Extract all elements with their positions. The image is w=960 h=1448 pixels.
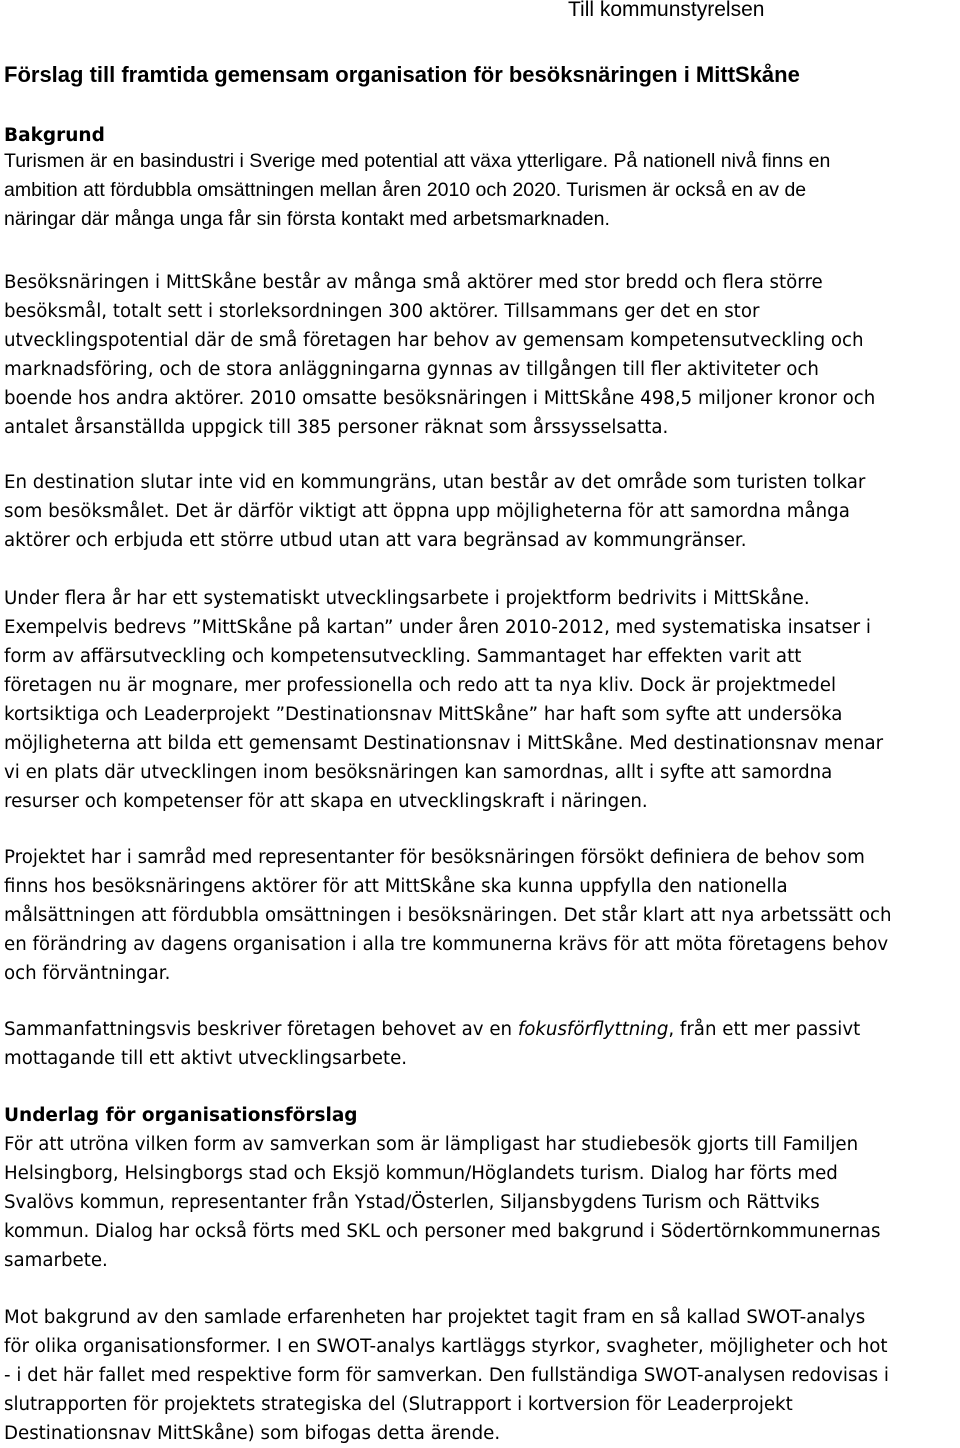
paragraph-line: finns hos besöksnäringens aktörer för att MittSkåne ska kunna uppfylla den nationella: [4, 876, 788, 897]
document-title: Förslag till framtida gemensam organisation för besöksnäringen i MittSkåne: [4, 62, 800, 87]
paragraph-line: möjligheterna att bilda ett gemensamt Destinationsnav i MittSkåne. Med destinationsnav menar: [4, 733, 884, 754]
recipient-line: Till kommunstyrelsen: [568, 0, 765, 21]
paragraph-line: En destination slutar inte vid en kommungräns, utan består av det område som turisten tolkar: [4, 472, 866, 493]
paragraph-bakgrund-1: [4, 147, 830, 234]
paragraph-line: målsättningen att fördubbla omsättningen i besöksnäringen. Det står klart att nya arbetssätt och: [4, 905, 892, 926]
paragraph-line: utvecklingspotential där de små företagen har behov av gemensam kompetensutveckling och: [4, 330, 864, 351]
paragraph-line: samarbete.: [4, 1250, 108, 1271]
paragraph-underlag-1: [4, 1130, 881, 1275]
paragraph-line: kommun. Dialog har också förts med SKL och personer med bakgrund i Södertörnkommunernas: [4, 1221, 881, 1242]
paragraph-line: [4, 1015, 860, 1044]
emphasis-fokusforflyttning: fokusförflyttning: [517, 1019, 669, 1040]
paragraph-line: aktörer och erbjuda ett större utbud utan att vara begränsad av kommungränser.: [4, 530, 747, 551]
section-heading-bakgrund: Bakgrund: [4, 125, 105, 146]
paragraph-underlag-2: [4, 1303, 889, 1448]
paragraph-line: slutrapporten för projektets strategiska del (Slutrapport i kortversion för Leaderprojekt: [4, 1394, 793, 1415]
paragraph-line: ambition att fördubbla omsättningen mellan åren 2010 och 2020. Turismen är också en av de: [4, 179, 807, 201]
paragraph-line: Destinationsnav MittSkåne) som bifogas detta ärende.: [4, 1423, 501, 1444]
paragraph-line: Besöksnäringen i MittSkåne består av många små aktörer med stor bredd och flera större: [4, 272, 823, 293]
paragraph-line: antalet årsanställda uppgick till 385 personer räknat som årssysselsatta.: [4, 417, 669, 438]
paragraph-line: resurser och kompetenser för att skapa en utvecklingskraft i näringen.: [4, 791, 648, 812]
paragraph-bakgrund-5: [4, 843, 892, 988]
paragraph-line: boende hos andra aktörer. 2010 omsatte besöksnäringen i MittSkåne 498,5 miljoner kronor och: [4, 388, 876, 409]
paragraph-line: vi en plats där utvecklingen inom besöksnäringen kan samordnas, allt i syfte att samordna: [4, 762, 833, 783]
paragraph-line: - i det här fallet med respektive form för samverkan. Den fullständiga SWOT-analysen redovisas i: [4, 1365, 889, 1386]
paragraph-line: för olika organisationsformer. I en SWOT-analys kartläggs styrkor, svagheter, möjligheter och hot: [4, 1336, 888, 1357]
paragraph-line: och förväntningar.: [4, 963, 171, 984]
paragraph-line: Under flera år har ett systematiskt utvecklingsarbete i projektform bedrivits i MittSkåne.: [4, 588, 810, 609]
paragraph-line: marknadsföring, och de stora anläggningarna gynnas av tillgången till fler aktiviteter och: [4, 359, 819, 380]
paragraph-bakgrund-4: [4, 584, 883, 816]
paragraph-line: en förändring av dagens organisation i alla tre kommunerna krävs för att möta företagens behov: [4, 934, 889, 955]
paragraph-line: som besöksmålet. Det är därför viktigt att öppna upp möjligheterna för att samordna många: [4, 501, 850, 522]
paragraph-line: Exempelvis bedrevs ”MittSkåne på kartan” under åren 2010-2012, med systematiska insatser i: [4, 617, 871, 638]
paragraph-line: mottagande till ett aktivt utvecklingsarbete.: [4, 1048, 408, 1069]
paragraph-line: Helsingborg, Helsingborgs stad och Eksjö kommun/Höglandets turism. Dialog har förts med: [4, 1163, 838, 1184]
text-run: Sammanfattningsvis beskriver företagen behovet av en: [4, 1019, 518, 1040]
paragraph-line: kortsiktiga och Leaderprojekt ”Destinationsnav MittSkåne” har haft som syfte att undersöka: [4, 704, 843, 725]
paragraph-line: näringar där många unga får sin första kontakt med arbetsmarknaden.: [4, 208, 610, 230]
paragraph-line: Turismen är en basindustri i Sverige med potential att växa ytterligare. På nationell nivå finns en: [4, 150, 831, 172]
paragraph-line: Svalövs kommun, representanter från Ystad/Österlen, Siljansbygdens Turism och Rättviks: [4, 1192, 820, 1213]
paragraph-line: Mot bakgrund av den samlade erfarenheten har projektet tagit fram en så kallad SWOT-analys: [4, 1307, 866, 1328]
paragraph-line: Projektet har i samråd med representanter för besöksnäringen försökt definiera de behov som: [4, 847, 865, 868]
paragraph-bakgrund-6: [4, 1015, 860, 1073]
paragraph-line: form av affärsutveckling och kompetensutveckling. Sammantaget har effekten varit att: [4, 646, 802, 667]
paragraph-line: företagen nu är mognare, mer professionella och redo att ta nya kliv. Dock är projektmedel: [4, 675, 837, 696]
paragraph-line: besöksmål, totalt sett i storleksordningen 300 aktörer. Tillsammans ger det en stor: [4, 301, 760, 322]
paragraph-bakgrund-2: [4, 268, 875, 442]
section-heading-underlag: Underlag för organisationsförslag: [4, 1105, 358, 1126]
paragraph-line: För att utröna vilken form av samverkan som är lämpligast har studiebesök gjorts till Familjen: [4, 1134, 859, 1155]
paragraph-bakgrund-3: [4, 468, 865, 555]
text-run: , från ett mer passivt: [668, 1019, 861, 1040]
